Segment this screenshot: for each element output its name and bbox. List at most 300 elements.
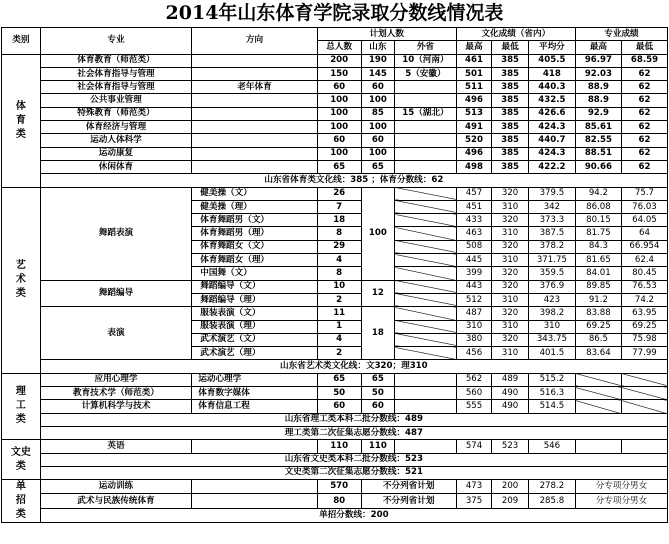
a-cell: 285.8 [528, 494, 575, 508]
total-cell: 29 [317, 240, 361, 253]
h-cell: 513 [456, 107, 492, 120]
outside-hatch-cell [395, 347, 457, 360]
page-title: 2014年山东体育学院录取分数线情况表 [165, 2, 504, 24]
pro-low-hatch [621, 373, 667, 386]
a-cell: 426.6 [528, 107, 575, 120]
h-cell: 473 [456, 480, 492, 494]
h-cell: 512 [456, 293, 492, 306]
l-cell: 385 [492, 160, 529, 173]
total-cell: 18 [317, 214, 361, 227]
total-cell: 1 [317, 320, 361, 333]
a-cell: 373.3 [528, 214, 575, 227]
total-cell: 110 [317, 440, 361, 453]
total-cell: 80 [317, 494, 361, 508]
pl-cell: 74.2 [621, 293, 667, 306]
note-cell: 不分列省计划 [361, 480, 456, 494]
arts-summary: 山东省艺术类文化线：文320；理310 [40, 360, 667, 373]
l-cell: 310 [492, 254, 529, 267]
direction-cell: 体育舞蹈女（文） [192, 240, 317, 253]
h-cell: 501 [456, 67, 492, 80]
summary-row [2, 466, 668, 479]
table-row [2, 81, 668, 94]
sd-cell: 145 [361, 67, 394, 80]
direction-cell: 服装表演（理） [192, 320, 317, 333]
out-cell: 15（湖北） [395, 107, 457, 120]
header-culture: 文化成绩（省内） [456, 28, 575, 41]
summary-row [2, 426, 668, 439]
category-liberal: 文史类 [2, 440, 41, 480]
table-row [2, 54, 668, 67]
outside-hatch-cell [395, 267, 457, 280]
shandong-cell: 110 [361, 440, 394, 453]
shandong-cell: 65 [361, 373, 394, 386]
l-cell: 385 [492, 54, 529, 67]
shandong-cell: 12 [361, 280, 394, 307]
h-cell: 496 [456, 147, 492, 160]
outside-hatch-cell [395, 214, 457, 227]
pro-high-hatch [575, 373, 621, 386]
h-cell: 461 [456, 54, 492, 67]
out-cell [395, 94, 457, 107]
outside-hatch-cell [395, 307, 457, 320]
table-row [2, 280, 668, 293]
l-cell: 320 [492, 333, 529, 346]
outside-hatch-cell [395, 280, 457, 293]
h-cell: 445 [456, 254, 492, 267]
table-row [2, 400, 668, 413]
direction-cell: 服装表演（文） [192, 307, 317, 320]
table-row [2, 307, 668, 320]
total-cell: 2 [317, 347, 361, 360]
total-cell: 65 [317, 373, 361, 386]
summary-row [2, 360, 668, 373]
summary-row [2, 174, 668, 187]
total-cell: 200 [317, 54, 361, 67]
h-cell: 443 [456, 280, 492, 293]
sd-cell: 85 [361, 107, 394, 120]
a-cell: 516.3 [528, 387, 575, 400]
major-cell: 运动康复 [40, 147, 192, 160]
sd-cell: 60 [361, 81, 394, 94]
table-row [2, 480, 668, 494]
category-arts: 艺术类 [2, 187, 41, 373]
ph-cell: 81.65 [575, 254, 621, 267]
direction-cell [192, 494, 317, 508]
l-cell: 385 [492, 121, 529, 134]
science-line2: 理工类第二次征集志愿分数线：487 [40, 426, 667, 439]
pl-cell: 66.954 [621, 240, 667, 253]
a-cell: 424.3 [528, 147, 575, 160]
l-cell: 310 [492, 227, 529, 240]
pl-cell: 62 [621, 107, 667, 120]
header-high: 最高 [575, 41, 621, 54]
direction-cell [192, 147, 317, 160]
a-cell: 378.2 [528, 240, 575, 253]
l-cell: 310 [492, 347, 529, 360]
a-cell: 515.2 [528, 373, 575, 386]
h-cell: 496 [456, 94, 492, 107]
h-cell: 433 [456, 214, 492, 227]
a-cell: 405.5 [528, 54, 575, 67]
pl-cell: 62 [621, 81, 667, 94]
pro-low-hatch [621, 387, 667, 400]
direction-cell: 舞蹈编导（文） [192, 280, 317, 293]
a-cell: 514.5 [528, 400, 575, 413]
art-major-cell: 表演 [40, 307, 192, 360]
liberal-line1: 山东省文史类本科二批分数线：523 [40, 453, 667, 466]
total-cell: 8 [317, 227, 361, 240]
pro-low-cell [621, 440, 667, 453]
l-cell: 385 [492, 107, 529, 120]
total-cell: 8 [317, 267, 361, 280]
ph-cell: 84.01 [575, 267, 621, 280]
total-cell: 4 [317, 333, 361, 346]
table-row [2, 187, 668, 200]
total-cell: 570 [317, 480, 361, 494]
ph-cell: 92.03 [575, 67, 621, 80]
shandong-cell: 50 [361, 387, 394, 400]
sd-cell: 190 [361, 54, 394, 67]
a-cell: 424.3 [528, 121, 575, 134]
h-cell: 562 [456, 373, 492, 386]
outside-hatch-cell [395, 187, 457, 200]
direction-cell [192, 480, 317, 494]
summary-row [2, 453, 668, 466]
admission-score-table [1, 27, 668, 523]
major-cell: 武术与民族传统体育 [40, 494, 192, 508]
pl-cell: 62 [621, 94, 667, 107]
shandong-cell: 100 [361, 187, 394, 280]
outside-hatch-cell [395, 320, 457, 333]
l-cell: 523 [492, 440, 529, 453]
direction-cell: 体育数字媒体 [192, 387, 317, 400]
h-cell: 451 [456, 200, 492, 213]
direction-cell: 老年体育 [192, 81, 317, 94]
table-row [2, 494, 668, 508]
total-cell: 60 [317, 400, 361, 413]
pro-note-cell: 分专项分男女 [575, 494, 667, 508]
out-cell [395, 147, 457, 160]
ph-cell: 90.66 [575, 160, 621, 173]
art-major-cell: 舞蹈编导 [40, 280, 192, 307]
a-cell: 546 [528, 440, 575, 453]
h-cell: 375 [456, 494, 492, 508]
a-cell: 371.75 [528, 254, 575, 267]
h-cell: 310 [456, 320, 492, 333]
a-cell: 398.2 [528, 307, 575, 320]
major-cell: 休闲体育 [40, 160, 192, 173]
total-cell: 100 [317, 147, 361, 160]
l-cell: 320 [492, 187, 529, 200]
h-cell: 399 [456, 267, 492, 280]
pl-cell: 76.03 [621, 200, 667, 213]
major-cell: 特殊教育（师范类） [40, 107, 192, 120]
l-cell: 320 [492, 280, 529, 293]
direction-cell: 健美操（理） [192, 200, 317, 213]
direction-cell: 中国舞（文） [192, 267, 317, 280]
header-shandong: 山东 [361, 41, 394, 54]
pl-cell: 62 [621, 121, 667, 134]
header-row [2, 28, 668, 41]
l-cell: 385 [492, 67, 529, 80]
pl-cell: 75.7 [621, 187, 667, 200]
pl-cell: 64 [621, 227, 667, 240]
direction-cell [192, 107, 317, 120]
ph-cell: 83.64 [575, 347, 621, 360]
major-cell: 公共事业管理 [40, 94, 192, 107]
pl-cell: 64.05 [621, 214, 667, 227]
ph-cell: 96.97 [575, 54, 621, 67]
direction-cell: 健美操（文） [192, 187, 317, 200]
direction-cell: 体育舞蹈女（理） [192, 254, 317, 267]
direction-cell [192, 121, 317, 134]
table-row [2, 160, 668, 173]
outside-hatch-cell [395, 240, 457, 253]
a-cell: 423 [528, 293, 575, 306]
table-row [2, 387, 668, 400]
direction-cell: 体育舞蹈男（理） [192, 227, 317, 240]
table-row [2, 67, 668, 80]
major-cell: 教育技术学（师范类） [40, 387, 192, 400]
ph-cell: 84.3 [575, 240, 621, 253]
h-cell: 463 [456, 227, 492, 240]
total-cell: 60 [317, 81, 361, 94]
a-cell: 342 [528, 200, 575, 213]
total-cell: 11 [317, 307, 361, 320]
header-pro: 专业成绩 [575, 28, 667, 41]
category-science: 理工类 [2, 373, 41, 439]
a-cell: 440.7 [528, 134, 575, 147]
pl-cell: 80.45 [621, 267, 667, 280]
sd-cell: 100 [361, 121, 394, 134]
outside-hatch-cell [395, 200, 457, 213]
total-cell: 10 [317, 280, 361, 293]
l-cell: 310 [492, 293, 529, 306]
outside-hatch-cell [395, 293, 457, 306]
total-cell: 65 [317, 160, 361, 173]
l-cell: 385 [492, 81, 529, 94]
ph-cell: 80.15 [575, 214, 621, 227]
outside-cell [395, 387, 457, 400]
table-row [2, 373, 668, 386]
note-cell: 不分列省计划 [361, 494, 456, 508]
out-cell: 10（河南） [395, 54, 457, 67]
major-cell: 社会体育指导与管理 [40, 67, 192, 80]
pl-cell: 68.59 [621, 54, 667, 67]
pl-cell: 62 [621, 67, 667, 80]
outside-hatch-cell [395, 333, 457, 346]
direction-cell: 体育舞蹈男（文） [192, 214, 317, 227]
pro-high-cell [575, 440, 621, 453]
pl-cell: 69.25 [621, 320, 667, 333]
ph-cell: 83.88 [575, 307, 621, 320]
total-cell: 100 [317, 107, 361, 120]
direction-cell [192, 160, 317, 173]
outside-hatch-cell [395, 227, 457, 240]
major-cell: 体育经济与管理 [40, 121, 192, 134]
pl-cell: 62 [621, 160, 667, 173]
science-line1: 山东省理工类本科二批分数线：489 [40, 413, 667, 426]
pl-cell: 76.53 [621, 280, 667, 293]
a-cell: 422.2 [528, 160, 575, 173]
h-cell: 457 [456, 187, 492, 200]
header-low: 最低 [492, 41, 529, 54]
ph-cell: 86.08 [575, 200, 621, 213]
h-cell: 520 [456, 134, 492, 147]
ph-cell: 91.2 [575, 293, 621, 306]
l-cell: 310 [492, 200, 529, 213]
total-cell: 2 [317, 293, 361, 306]
header-outside: 外省 [395, 41, 457, 54]
ph-cell: 82.55 [575, 134, 621, 147]
major-cell: 运动人体科学 [40, 134, 192, 147]
sd-cell: 100 [361, 94, 394, 107]
a-cell: 418 [528, 67, 575, 80]
direction-cell: 体育信息工程 [192, 400, 317, 413]
ph-cell: 88.9 [575, 94, 621, 107]
direction-cell [192, 94, 317, 107]
a-cell: 440.3 [528, 81, 575, 94]
l-cell: 385 [492, 134, 529, 147]
pro-high-hatch [575, 400, 621, 413]
header-avg: 平均分 [528, 41, 575, 54]
category-sports: 体育类 [2, 54, 41, 187]
major-cell: 运动训练 [40, 480, 192, 494]
total-cell: 26 [317, 187, 361, 200]
l-cell: 385 [492, 94, 529, 107]
art-major-cell: 舞蹈表演 [40, 187, 192, 280]
outside-cell [395, 440, 457, 453]
header-total: 总人数 [317, 41, 361, 54]
l-cell: 490 [492, 400, 529, 413]
header-major: 专业 [40, 28, 192, 55]
outside-cell [395, 400, 457, 413]
l-cell: 320 [492, 267, 529, 280]
pl-cell: 75.98 [621, 333, 667, 346]
total-cell: 150 [317, 67, 361, 80]
header-category: 类别 [2, 28, 41, 55]
total-cell: 7 [317, 200, 361, 213]
h-cell: 456 [456, 347, 492, 360]
total-cell: 100 [317, 121, 361, 134]
direction-cell: 武术演艺（文） [192, 333, 317, 346]
shandong-cell: 18 [361, 307, 394, 360]
table-row [2, 440, 668, 453]
direction-cell [192, 134, 317, 147]
sd-cell: 65 [361, 160, 394, 173]
pro-note-cell: 分专项分男女 [575, 480, 667, 494]
h-cell: 380 [456, 333, 492, 346]
a-cell: 387.5 [528, 227, 575, 240]
pl-cell: 62 [621, 134, 667, 147]
h-cell: 487 [456, 307, 492, 320]
h-cell: 574 [456, 440, 492, 453]
ph-cell: 89.85 [575, 280, 621, 293]
direction-cell: 舞蹈编导（理） [192, 293, 317, 306]
sd-cell: 60 [361, 134, 394, 147]
major-cell: 社会体育指导与管理 [40, 81, 192, 94]
ph-cell: 81.75 [575, 227, 621, 240]
table-row [2, 134, 668, 147]
major-cell: 体育教育（师范类） [40, 54, 192, 67]
ph-cell: 92.9 [575, 107, 621, 120]
total-cell: 50 [317, 387, 361, 400]
out-cell [395, 134, 457, 147]
l-cell: 385 [492, 147, 529, 160]
table-row [2, 107, 668, 120]
category-single: 单招类 [2, 480, 41, 523]
out-cell: 5（安徽） [395, 67, 457, 80]
summary-row [2, 413, 668, 426]
pl-cell: 77.99 [621, 347, 667, 360]
a-cell: 343.75 [528, 333, 575, 346]
pl-cell: 62 [621, 147, 667, 160]
shandong-cell: 60 [361, 400, 394, 413]
pro-low-hatch [621, 400, 667, 413]
direction-cell: 武术演艺（理） [192, 347, 317, 360]
outside-cell [395, 373, 457, 386]
a-cell: 379.5 [528, 187, 575, 200]
header-low: 最低 [621, 41, 667, 54]
direction-cell [192, 67, 317, 80]
header-high: 最高 [456, 41, 492, 54]
h-cell: 560 [456, 387, 492, 400]
l-cell: 490 [492, 387, 529, 400]
ph-cell: 86.5 [575, 333, 621, 346]
summary-row [2, 508, 668, 522]
l-cell: 200 [492, 480, 529, 494]
h-cell: 508 [456, 240, 492, 253]
a-cell: 359.5 [528, 267, 575, 280]
direction-cell: 运动心理学 [192, 373, 317, 386]
total-cell: 100 [317, 94, 361, 107]
liberal-line2: 文史类第二次征集志愿分数线：521 [40, 466, 667, 479]
h-cell: 555 [456, 400, 492, 413]
ph-cell: 88.51 [575, 147, 621, 160]
a-cell: 401.5 [528, 347, 575, 360]
single-summary: 单招分数线：200 [40, 508, 667, 522]
outside-hatch-cell [395, 254, 457, 267]
header-plan: 计划人数 [317, 28, 456, 41]
l-cell: 489 [492, 373, 529, 386]
ph-cell: 94.2 [575, 187, 621, 200]
l-cell: 209 [492, 494, 529, 508]
out-cell [395, 121, 457, 134]
l-cell: 320 [492, 240, 529, 253]
out-cell [395, 160, 457, 173]
l-cell: 320 [492, 307, 529, 320]
ph-cell: 69.25 [575, 320, 621, 333]
direction-cell [192, 54, 317, 67]
table-row [2, 147, 668, 160]
a-cell: 376.9 [528, 280, 575, 293]
l-cell: 310 [492, 320, 529, 333]
a-cell: 310 [528, 320, 575, 333]
major-cell: 计算机科学与技术 [40, 400, 192, 413]
major-cell: 英语 [40, 440, 192, 453]
ph-cell: 88.9 [575, 81, 621, 94]
major-cell: 应用心理学 [40, 373, 192, 386]
total-cell: 60 [317, 134, 361, 147]
l-cell: 320 [492, 214, 529, 227]
pl-cell: 62.4 [621, 254, 667, 267]
a-cell: 432.5 [528, 94, 575, 107]
out-cell [395, 81, 457, 94]
header-direction: 方向 [192, 28, 317, 55]
table-row [2, 121, 668, 134]
h-cell: 491 [456, 121, 492, 134]
pro-high-hatch [575, 387, 621, 400]
